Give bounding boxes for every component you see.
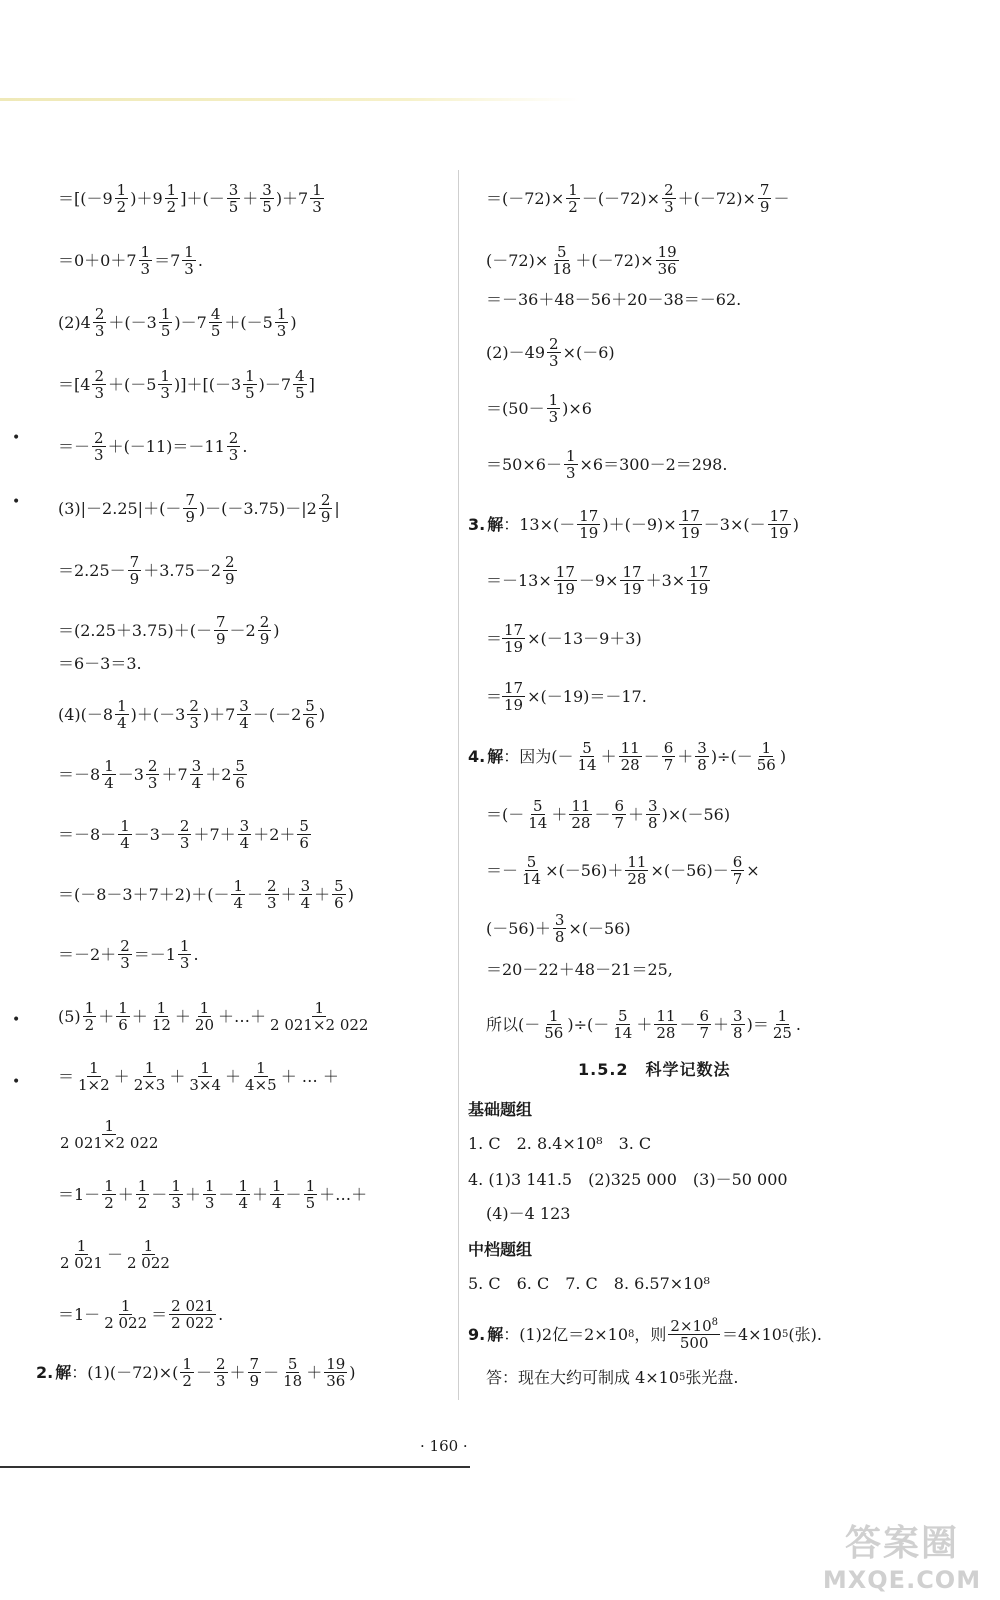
answer-line: 5. C 6. C 7. C 8. 6.57×10⁸ — [468, 1274, 710, 1293]
answer-line: 1. C 2. 8.4×10⁸ 3. C — [468, 1134, 652, 1153]
solution-line: ＝(－72)× $\frac{1}{2}$ －(－72)× $\frac{2}{3}$ ＋(－72)× $\frac{7}{9}$ － — [486, 181, 790, 216]
solution-line: ＝ $\frac{17}{19}$ ×(－19)＝－17. — [486, 679, 647, 714]
solution-line: ＝2.25－ $\frac{7}{9}$ ＋3.75－2 $\frac{2}{9}$ — [58, 553, 235, 588]
answer-line: (4)－4 123 — [486, 1204, 571, 1223]
problem-2-line: 2. 解 ：(1)(－72)×( $\frac{1}{2}$ － $\frac{2}{3}$ ＋ $\frac{7}{9}$ － $\frac{5}{18}$ ＋ $\frac{19}{36}$ ) — [36, 1355, 356, 1390]
bottom-rule — [0, 1466, 470, 1468]
solution-line: (2)4 $\frac{2}{3}$ ＋(－3 $\frac{1}{5}$ )－7 $\frac{4}{5}$ ＋(－5 $\frac{1}{3}$ ) — [58, 305, 297, 340]
solution-line: ＝1－ $\frac{1}{2}$ ＋ $\frac{1}{2}$ － $\frac{1}{3}$ ＋ $\frac{1}{3}$ － $\frac{1}{4}$ ＋ $\frac{1}{4}$ － $\frac{1}{5}$ ＋…＋ — [58, 1177, 368, 1212]
problem-9-line: 9. 解 ：(1)2亿＝2×10 8 ，则 $\frac{2\times 10^8}{500}$ ＝4×10 5 (张). — [468, 1317, 822, 1352]
solution-line: ＝[4 $\frac{2}{3}$ ＋(－5 $\frac{1}{3}$ )]＋[(－3 $\frac{1}{5}$ )－7 $\frac{4}{5}$ ] — [58, 367, 315, 402]
answer-line: 4. (1)3 141.5 (2)325 000 (3)－50 000 — [468, 1170, 788, 1189]
solution-line: (3)|－2.25|＋(－ $\frac{7}{9}$ )－(－3.75)－|2 $\frac{2}{9}$ | — [58, 491, 340, 526]
watermark-text: 答案圈 — [844, 1523, 959, 1564]
page-number: · 160 · — [420, 1437, 468, 1455]
section-title: 1.5.2 科学记数法 — [578, 1060, 731, 1079]
solution-line: ＝6－3＝3. — [58, 654, 142, 673]
solution-line: ＝1－ $\frac{1}{2 022}$ ＝ $\frac{2 021}{2 022}$ . — [58, 1297, 224, 1332]
solution-line: ＝－36＋48－56＋20－38＝－62. — [486, 290, 742, 309]
solution-line: (5) $\frac{1}{2}$ ＋ $\frac{1}{6}$ ＋ $\frac{1}{12}$ ＋ $\frac{1}{20}$ ＋…＋ $\frac{1}{2 021\times 2 022}$ — [58, 999, 369, 1034]
problem-3-line: 3. 解 ：13×(－ $\frac{17}{19}$ )＋(－9)× $\frac{17}{19}$ －3×(－ $\frac{17}{19}$ ) — [468, 507, 799, 542]
group-heading-basic: 基础题组 — [468, 1100, 533, 1119]
solution-line: ＝(2.25＋3.75)＋(－ $\frac{7}{9}$ －2 $\frac{2}{9}$ ) — [58, 613, 280, 648]
solution-line: ＝ $\frac{1}{1\times 2}$ ＋ $\frac{1}{2\times 3}$ ＋ $\frac{1}{3\times 4}$ ＋ $\frac{1}{4\times 5}$ ＋ … ＋ — [58, 1059, 339, 1094]
watermark-url: MXQE.COM — [822, 1566, 982, 1594]
solution-line: ＝(50－ $\frac{1}{3}$ )×6 — [486, 391, 592, 426]
solution-line: ＝－ $\frac{5}{14}$ ×(－56)＋ $\frac{11}{28}$ ×(－56)－ $\frac{6}{7}$ × — [486, 853, 760, 888]
solution-line: ＝ $\frac{17}{19}$ ×(－13－9＋3) — [486, 621, 642, 656]
solution-line: ＝[(－9 $\frac{1}{2}$ )＋9 $\frac{1}{2}$ ]＋(－ $\frac{3}{5}$ ＋ $\frac{3}{5}$ )＋7 $\frac{1}{3}$ — [58, 181, 322, 216]
margin-dot: • — [12, 494, 21, 510]
top-decorative-rule — [0, 98, 580, 101]
solution-line: ＝20－22＋48－21＝25, — [486, 960, 673, 979]
solution-line: ＝0＋0＋7 $\frac{1}{3}$ ＝7 $\frac{1}{3}$ . — [58, 243, 203, 278]
solution-line: ＝－ $\frac{2}{3}$ ＋(－11)＝－11 $\frac{2}{3}$ . — [58, 429, 248, 464]
solution-line: (－56)＋ $\frac{3}{8}$ ×(－56) — [486, 911, 631, 946]
problem-4-line: 4. 解 ：因为(－ $\frac{5}{14}$ ＋ $\frac{11}{28}$ － $\frac{6}{7}$ ＋ $\frac{3}{8}$ )÷(－ $\frac{1}{56}$ ) — [468, 739, 787, 774]
margin-dot: • — [12, 430, 21, 446]
solution-line: ＝－2＋ $\frac{2}{3}$ ＝－1 $\frac{1}{3}$ . — [58, 937, 199, 972]
group-heading-medium: 中档题组 — [468, 1240, 533, 1259]
solution-line: ＝(－ $\frac{5}{14}$ ＋ $\frac{11}{28}$ － $\frac{6}{7}$ ＋ $\frac{3}{8}$ )×(－56) — [486, 797, 731, 832]
solution-line: (2)－49 $\frac{2}{3}$ ×(－6) — [486, 335, 615, 370]
margin-dot: • — [12, 1012, 21, 1028]
solution-line: $\frac{1}{2 021}$ － $\frac{1}{2 022}$ — [60, 1237, 170, 1272]
solution-line: (－72)× $\frac{5}{18}$ ＋(－72)× $\frac{19}{36}$ — [486, 243, 677, 278]
solution-line: (4)(－8 $\frac{1}{4}$ )＋(－3 $\frac{2}{3}$ )＋7 $\frac{3}{4}$ －(－2 $\frac{5}{6}$ ) — [58, 697, 326, 732]
solution-line: 所以(－ $\frac{1}{56}$ )÷(－ $\frac{5}{14}$ ＋ $\frac{11}{28}$ － $\frac{6}{7}$ ＋ $\frac{3}{8}$ )＝ $\frac{1}{25}$ . — [486, 1007, 802, 1042]
solution-line: $\frac{1}{2 021\times 2 022}$ — [60, 1117, 159, 1152]
solution-line: ＝(－8－3＋7＋2)＋(－ $\frac{1}{4}$ － $\frac{2}{3}$ ＋ $\frac{3}{4}$ ＋ $\frac{5}{6}$ ) — [58, 877, 354, 912]
margin-dot: • — [12, 1074, 21, 1090]
solution-line: ＝－8－ $\frac{1}{4}$ －3－ $\frac{2}{3}$ ＋7＋ $\frac{3}{4}$ ＋2＋ $\frac{5}{6}$ — [58, 817, 309, 852]
watermark-logo — [812, 1515, 992, 1595]
solution-line: ＝－8 $\frac{1}{4}$ －3 $\frac{2}{3}$ ＋7 $\frac{3}{4}$ ＋2 $\frac{5}{6}$ — [58, 757, 245, 792]
solution-line: ＝50×6－ $\frac{1}{3}$ ×6＝300－2＝298. — [486, 447, 728, 482]
column-divider — [458, 170, 459, 1400]
solution-line: ＝－13× $\frac{17}{19}$ －9× $\frac{17}{19}$ ＋3× $\frac{17}{19}$ — [486, 563, 709, 598]
answer-statement: 答：现在大约可制成 4×10 5 张光盘. — [486, 1368, 739, 1387]
